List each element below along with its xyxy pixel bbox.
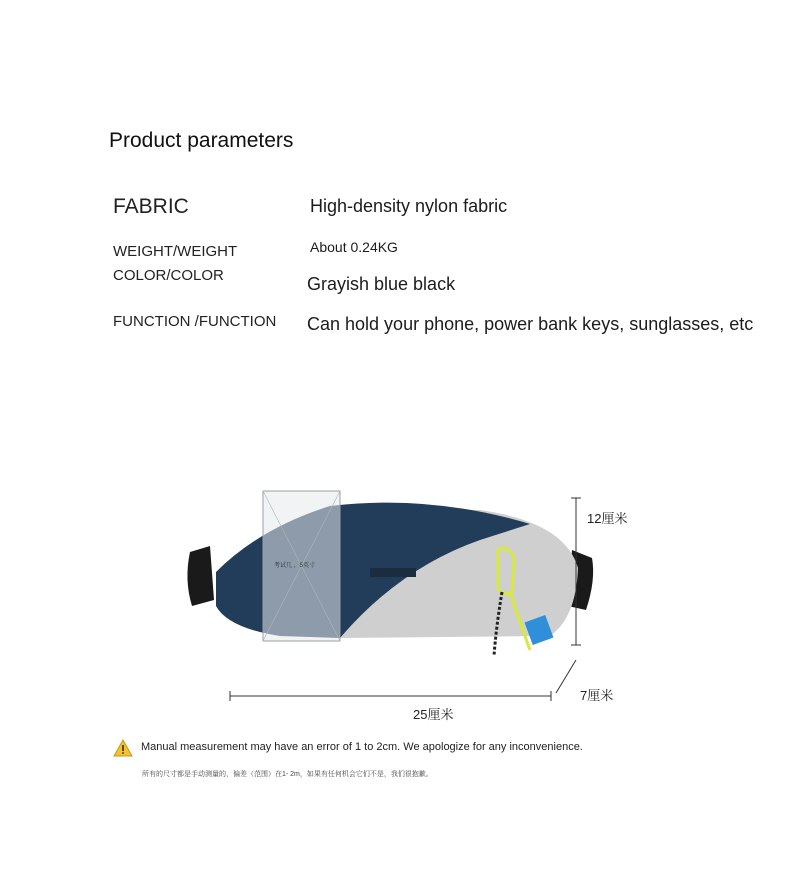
logo-patch bbox=[370, 568, 416, 577]
weight-value: About 0.24KG bbox=[310, 239, 398, 255]
height-dimension-label: 12厘米 bbox=[587, 511, 628, 526]
phone-size-note: 考试几 ，5英寸 bbox=[274, 563, 316, 569]
color-label: COLOR/COLOR bbox=[113, 267, 224, 284]
width-dimension-label: 25厘米 bbox=[413, 707, 454, 722]
depth-dimension-label: 7厘米 bbox=[580, 688, 614, 703]
measurement-disclaimer: Manual measurement may have an error of 1 to 2cm. We apologize for any inconvenience. bbox=[141, 741, 583, 753]
warning-triangle-icon bbox=[113, 739, 133, 757]
function-value: Can hold your phone, power bank keys, sunglasses, etc bbox=[307, 314, 754, 334]
left-strap bbox=[187, 546, 214, 606]
fabric-label: FABRIC bbox=[113, 195, 189, 218]
depth-dimension-line bbox=[556, 660, 576, 693]
function-label: FUNCTION /FUNCTION bbox=[113, 313, 277, 330]
measurement-disclaimer-chinese: 所有的尺寸都是手动测量的，偏差（范围）在1- 2m，如果有任何机会它们不是，我们很抱歉。 bbox=[142, 771, 433, 778]
product-image bbox=[180, 488, 640, 718]
color-value: Grayish blue black bbox=[307, 274, 456, 294]
fabric-value: High-density nylon fabric bbox=[310, 196, 508, 216]
page-title: Product parameters bbox=[109, 129, 294, 152]
weight-label: WEIGHT/WEIGHT bbox=[113, 243, 238, 260]
